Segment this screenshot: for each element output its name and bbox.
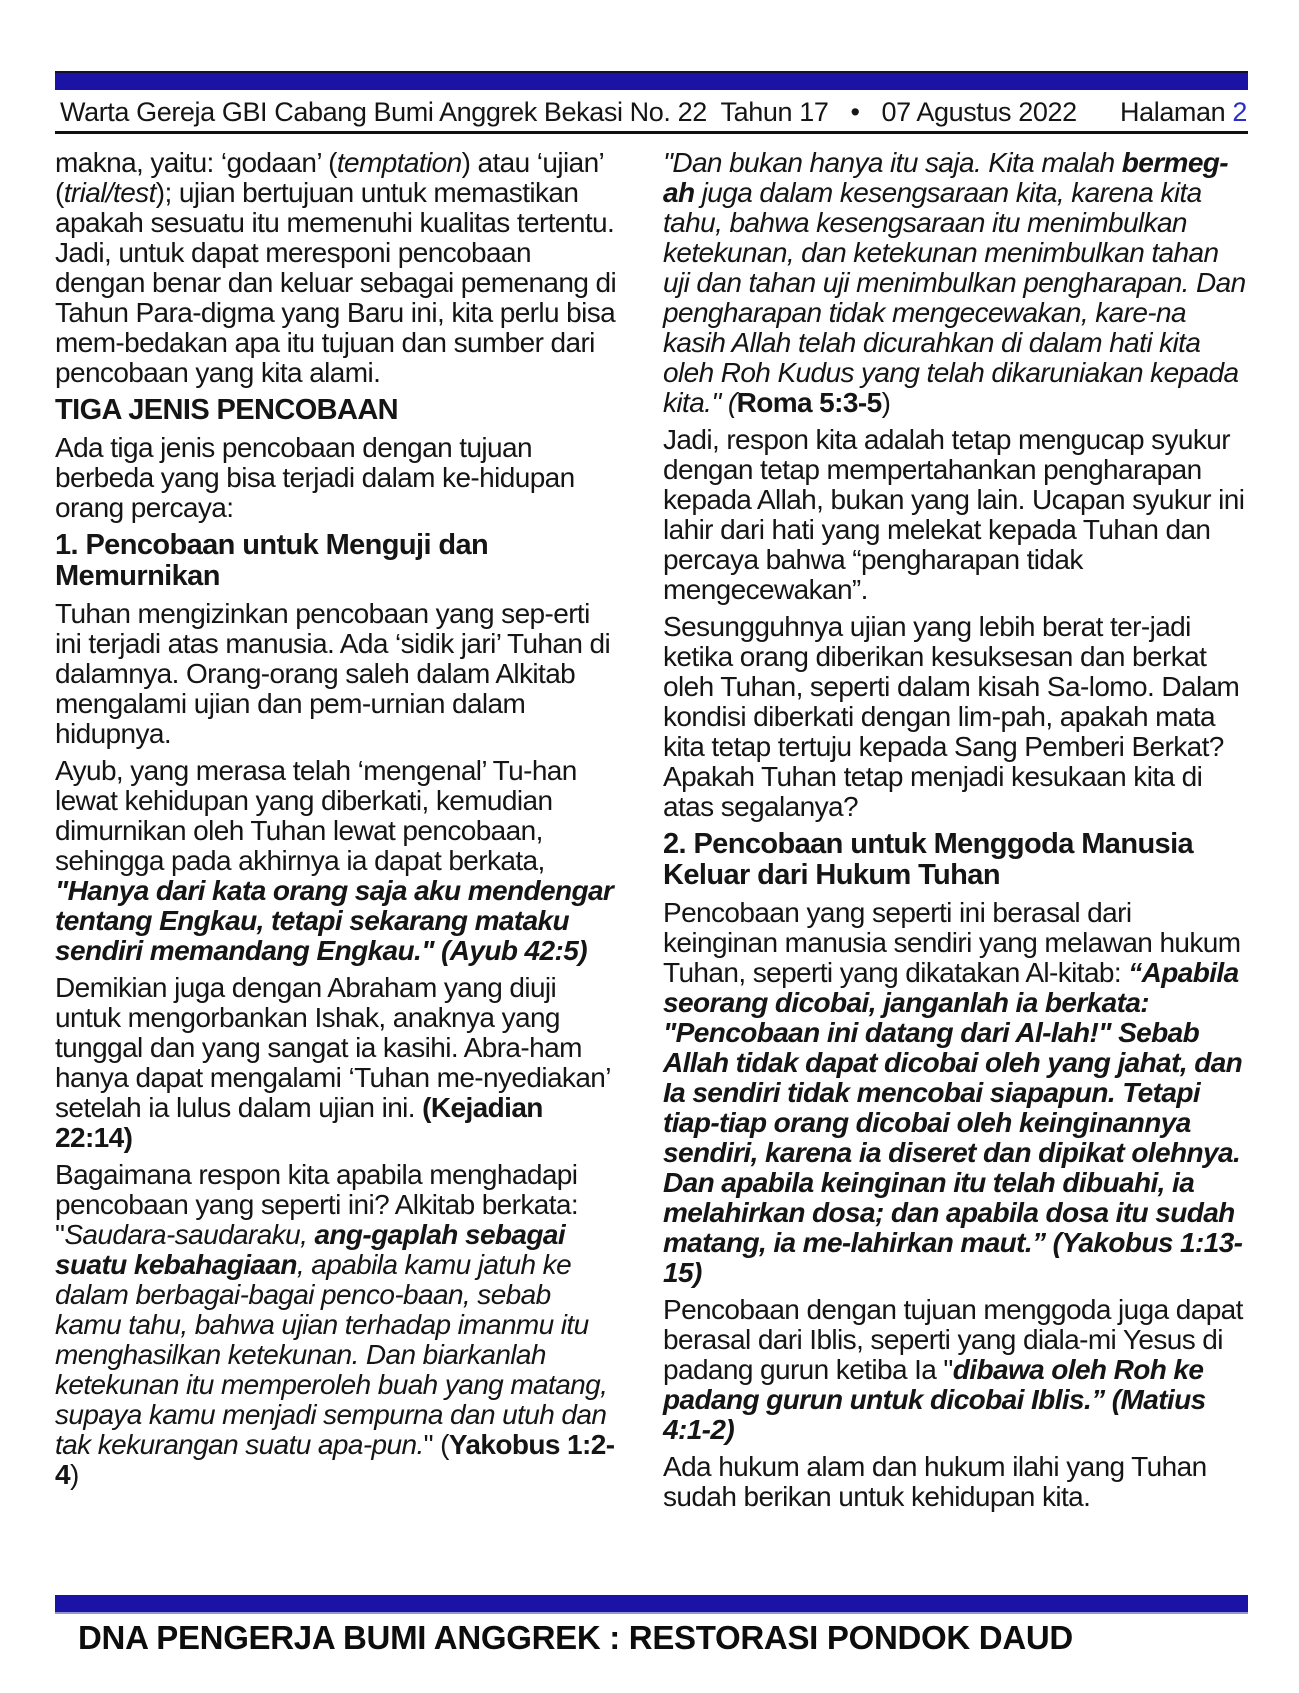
text-run: “Apabila seorang dicobai, janganlah ia berkata: "Pencobaan ini datang dari Al-lah!" Sebab Allah tidak dapat dicobai oleh yang jahat, dan Ia sendiri tidak mencobai siapapun. Tetapi tiap-tiap orang dicobai oleh keinginannya sendiri, karena ia diseret dan dipikat olehnya. Dan apabila keinginan itu telah dibuahi, ia melahirkan dosa; dan apabila dosa itu sudah matang, ia me-lahirkan maut.” (Yakobus 1:13-15) bbox=[663, 957, 1243, 1288]
text-run: ) bbox=[69, 1459, 79, 1490]
page-number-value: 2 bbox=[1232, 97, 1247, 127]
footer-accent-bar bbox=[55, 1595, 1248, 1614]
paragraph bbox=[663, 612, 1248, 822]
paragraph bbox=[55, 599, 621, 749]
section-heading bbox=[55, 395, 621, 426]
section-heading bbox=[663, 829, 1248, 891]
text-run: temptation bbox=[336, 147, 462, 178]
paragraph bbox=[55, 433, 621, 523]
page-header bbox=[60, 97, 1247, 128]
text-run: , apabila kamu jatuh ke dalam berbagai-bagai penco-baan, sebab kamu tahu, bahwa ujian terhadap imanmu itu menghasilkan ketekunan. Dan biarkanlah ketekunan itu memperoleh buah yang matang, supaya kamu menjadi sempurna dan utuh dan tak kekurangan suatu apa-pun. bbox=[55, 1249, 608, 1460]
text-run: trial/test bbox=[63, 177, 156, 208]
text-run: " ( bbox=[423, 1429, 449, 1460]
text-run: ang-gaplah sebagai suatu kebahagiaan bbox=[55, 1219, 566, 1280]
newsletter-masthead bbox=[60, 97, 1077, 128]
page-number bbox=[1120, 97, 1247, 128]
text-run: Ada tiga jenis pencobaan dengan tujuan berbeda yang bisa terjadi dalam ke-hidupan orang percaya: bbox=[55, 432, 575, 523]
text-run: (Kejadian 22:14) bbox=[55, 1092, 543, 1153]
text-run: "Dan bukan hanya itu saja. Kita malah bbox=[663, 147, 1122, 178]
text-run: Sesungguhnya ujian yang lebih berat ter-jadi ketika orang diberikan kesuksesan dan berkat oleh Tuhan, seperti dalam kisah Sa-lomo. Dalam kondisi diberkati dengan lim-pah, apakah mata kita tetap tertuju kepada Sang Pemberi Berkat? Apakah Tuhan tetap menjadi kesukaan kita di atas segalanya? bbox=[663, 611, 1240, 822]
text-run: bermeg-ah bbox=[663, 147, 1229, 208]
text-run: ) atau ‘ujian’ ( bbox=[55, 147, 604, 208]
text-run: Ayub, yang merasa telah ‘mengenal’ Tu-han lewat kehidupan yang diberkati, kemudian dimurnikan oleh Tuhan lewat pencobaan, sehingga pada akhirnya ia dapat berkata, bbox=[55, 755, 577, 876]
separator-bullet: • bbox=[850, 97, 860, 127]
text-run: Pencobaan dengan tujuan menggoda juga dapat berasal dari Iblis, seperti yang diala-mi Yesus di padang gurun ketiba Ia " bbox=[663, 1294, 1243, 1385]
text-run: Tuhan mengizinkan pencobaan yang sep-erti ini terjadi atas manusia. Ada ‘sidik jari’ Tuhan di dalamnya. Orang-orang saleh dalam Alkitab mengalami ujian dan pem-urnian dalam hidupnya. bbox=[55, 598, 611, 749]
text-run: Jadi, respon kita adalah tetap mengucap syukur dengan tetap mempertahankan pengharapan kepada Allah, bukan yang lain. Ucapan syukur ini lahir dari hati yang melekat kepada Tuhan dan percaya bahwa “pengharapan tidak mengecewakan”. bbox=[663, 424, 1245, 605]
page-label: Halaman bbox=[1120, 97, 1226, 127]
text-run: Demikian juga dengan Abraham yang diuji untuk mengorbankan Ishak, anaknya yang tunggal dan yang sangat ia kasihi. Abra-ham hanya dapat mengalami ‘Tuhan me-nyediakan’ setelah ia lulus dalam ujian ini. bbox=[55, 972, 610, 1123]
header-rule bbox=[55, 131, 1248, 134]
text-run: 2. Pencobaan untuk Menggoda Manusia Keluar dari Hukum Tuhan bbox=[663, 828, 1194, 891]
text-run: Bagaimana respon kita apabila menghadapi pencobaan yang seperti ini? Alkitab berkata: " bbox=[55, 1159, 579, 1250]
text-run: Yakobus 1:2-4 bbox=[55, 1429, 615, 1490]
section-heading bbox=[55, 530, 621, 592]
paragraph bbox=[55, 756, 621, 966]
masthead-title: Warta Gereja GBI Cabang Bumi Anggrek Bekasi No. 22 Tahun 17 bbox=[60, 97, 829, 127]
paragraph bbox=[663, 425, 1248, 605]
paragraph bbox=[55, 148, 621, 388]
paragraph bbox=[663, 1295, 1248, 1445]
article-body bbox=[55, 148, 1248, 1519]
paragraph bbox=[55, 1160, 621, 1490]
text-run: 1. Pencobaan untuk Menguji dan Memurnikan bbox=[55, 529, 489, 592]
paragraph bbox=[663, 1452, 1248, 1512]
text-run: dibawa oleh Roh ke padang gurun untuk dicobai Iblis.” (Matius 4:1-2) bbox=[663, 1354, 1206, 1445]
masthead-date: 07 Agustus 2022 bbox=[881, 97, 1077, 127]
right-column bbox=[663, 148, 1248, 1519]
text-run: Roma 5:3-5 bbox=[736, 387, 882, 418]
text-run: juga dalam kesengsaraan kita, karena kita tahu, bahwa kesengsaraan itu menimbulkan ketekunan, dan ketekunan menimbulkan tahan uji dan tahan uji menimbulkan pengharapan. Dan pengharapan tidak mengecewakan, kare-na kasih Allah telah dicurahkan di dalam hati kita oleh Roh Kudus yang telah dikaruniakan kepada kita." ( bbox=[663, 177, 1246, 418]
text-run: ); ujian bertujuan untuk memastikan apakah sesuatu itu memenuhi kualitas tertentu. Jadi, untuk dapat meresponi pencobaan dengan benar dan keluar sebagai pemenang di Tahun Para-digma yang Baru ini, kita perlu bisa mem-bedakan apa itu tujuan dan sumber dari pencobaan yang kita alami. bbox=[55, 177, 617, 388]
text-run: "Hanya dari kata orang saja aku mendengar tentang Engkau, tetapi sekarang mataku sendiri memandang Engkau." (Ayub 42:5) bbox=[55, 875, 614, 966]
footer-slogan: DNA PENGERJA BUMI ANGGREK : RESTORASI PONDOK DAUD bbox=[78, 1619, 1073, 1656]
header-accent-bar bbox=[55, 71, 1248, 90]
text-run: Ada hukum alam dan hukum ilahi yang Tuhan sudah berikan untuk kehidupan kita. bbox=[663, 1451, 1207, 1512]
text-run: makna, yaitu: ‘godaan’ ( bbox=[55, 147, 337, 178]
paragraph bbox=[663, 148, 1248, 418]
paragraph bbox=[663, 898, 1248, 1288]
text-run: TIGA JENIS PENCOBAAN bbox=[55, 394, 399, 426]
left-column bbox=[55, 148, 621, 1519]
text-run: Saudara-saudaraku, bbox=[64, 1219, 315, 1250]
text-run: ) bbox=[881, 387, 891, 418]
paragraph bbox=[55, 973, 621, 1153]
text-run: Pencobaan yang seperti ini berasal dari keinginan manusia sendiri yang melawan hukum Tuhan, seperti yang dikatakan Al-kitab: bbox=[663, 897, 1241, 988]
